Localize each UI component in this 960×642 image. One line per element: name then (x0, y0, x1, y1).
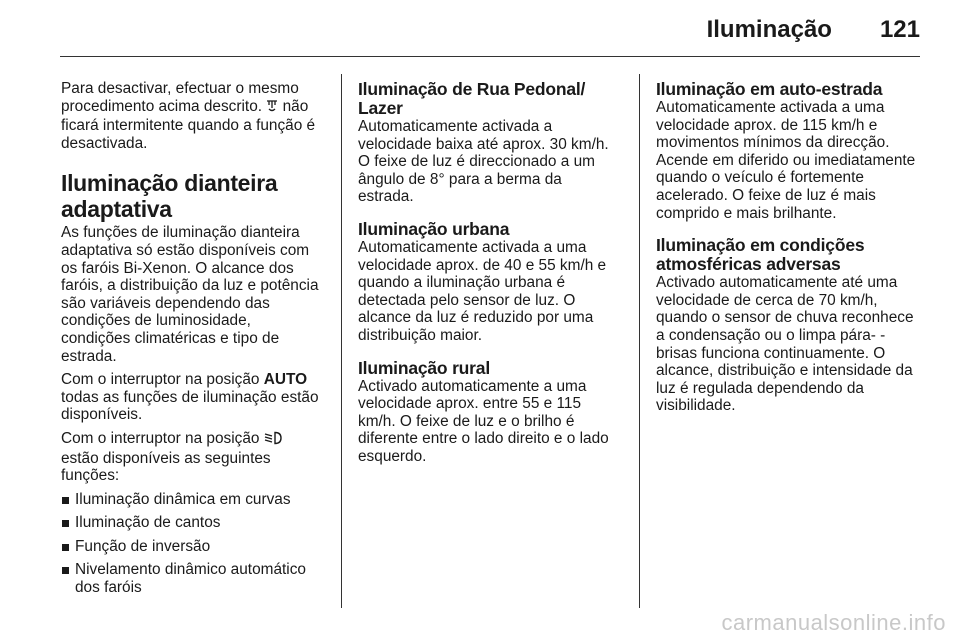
list-item: Nivelamento dinâmico automático dos faróis (61, 561, 323, 596)
adverse-weather-description: Activado automaticamente até uma velocidade de cerca de 70 km/h, quando o sensor de chuva reconhece a condensação ou o limpa pára- -brisas funciona continuamente. O alcance, distribuição e intensidade da luz é regulada dependendo da visibilidade. (656, 274, 914, 415)
column-divider (341, 74, 342, 608)
auto-label: AUTO (263, 371, 308, 389)
low-beam-headlight-icon (264, 431, 282, 450)
column-3 (656, 80, 922, 421)
intro-text-a: Para desactivar, efectuar o mesmo procedimento acima descrito. (61, 80, 299, 115)
list-item: Iluminação de cantos (61, 514, 323, 532)
urban-description: Automaticamente activada a uma velocidade aprox. de 40 e 55 km/h e quando a iluminação urbana é detectada pelo sensor de luz. O alcance da luz é reduzido por uma distribuição maior. (358, 238, 607, 344)
heading-rural-lighting: Iluminação rural (358, 357, 490, 378)
headlight-text-a: Com o interruptor na posição (61, 429, 260, 447)
adaptive-light-warning-icon (266, 99, 278, 118)
column-2 (358, 80, 620, 472)
auto-position-paragraph (61, 371, 323, 424)
list-item: Iluminação dinâmica em curvas (61, 491, 323, 509)
headlight-position-paragraph (61, 430, 323, 485)
list-item: Função de inversão (61, 538, 323, 556)
pedestrian-description: Automaticamente activada a velocidade baixa até aprox. 30 km/h. O feixe de luz é direccionado a um ângulo de 8° para a berma da estrada. (358, 118, 609, 206)
section-title: Iluminação (706, 16, 832, 43)
heading-pedestrian-lighting: Iluminação de Rua Pedonal/ Lazer (358, 79, 586, 118)
heading-motorway-lighting: Iluminação em auto-estrada (656, 79, 883, 99)
heading-adverse-weather-lighting: Iluminação em condições atmosféricas adversas (656, 235, 865, 275)
intro-text-b: não ficará intermitente quando a função é desactivada. (61, 97, 316, 152)
header-rule (60, 56, 920, 57)
auto-text-b: todas as funções de iluminação estão disponíveis. (61, 388, 319, 424)
intro-paragraph (61, 80, 323, 152)
column-1 (61, 80, 323, 603)
motorway-description: Automaticamente activada a uma velocidade aprox. de 115 km/h e movimentos mínimos da direcção. Acende em diferido ou imediatamente quando o veículo é fortemente acelerado. O feixe de luz é mais comprido e mais brilhante. (656, 99, 916, 222)
auto-text-a: Com o interruptor na posição (61, 371, 260, 389)
function-list (61, 491, 323, 597)
column-divider (639, 74, 640, 608)
page-header (707, 16, 920, 44)
heading-urban-lighting: Iluminação urbana (358, 218, 510, 239)
heading-adaptive-lighting: Iluminação dianteira adaptativa (61, 170, 278, 223)
adaptive-description: As funções de iluminação dianteira adaptativa só estão disponíveis com os faróis Bi-Xenon. O alcance dos faróis, a distribuição da luz e potência são variáveis dependendo das condições de luminosidade, condições climatéricas e tipo de estrada. (61, 224, 319, 365)
page-number: 121 (879, 16, 920, 43)
headlight-text-b: estão disponíveis as seguintes funções: (61, 449, 271, 485)
rural-description: Activado automaticamente a uma velocidade aprox. entre 55 e 115 km/h. O feixe de luz e o brilho é diferente entre o lado direito e o lado esquerdo. (358, 377, 609, 465)
watermark: carmanualsonline.info (721, 610, 946, 635)
